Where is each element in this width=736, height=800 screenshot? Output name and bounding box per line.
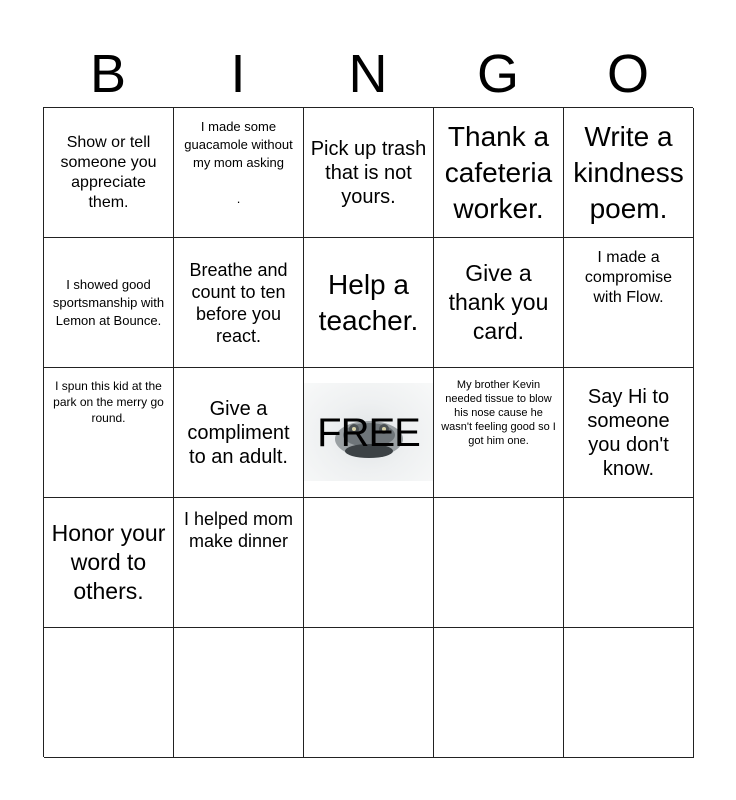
cell-text: I made some guacamole without my mom asking . xyxy=(184,119,293,206)
bingo-cell-empty[interactable] xyxy=(44,628,174,758)
header-letter-g: G xyxy=(476,44,519,104)
cell-text: Thank a cafeteria worker. xyxy=(444,120,553,224)
bingo-cell-empty[interactable] xyxy=(564,498,694,628)
cell-text: I spun this kid at the park on the merry go round. xyxy=(53,379,164,425)
bingo-cell[interactable] xyxy=(44,498,174,628)
bingo-cell[interactable] xyxy=(44,238,174,368)
cell-text: Give a compliment to an adult. xyxy=(187,397,290,468)
bingo-cell[interactable] xyxy=(174,108,304,238)
bingo-board xyxy=(43,107,693,757)
bingo-cell[interactable] xyxy=(564,108,694,238)
bingo-cell[interactable] xyxy=(44,108,174,238)
cell-text: Breathe and count to ten before you react. xyxy=(189,259,288,346)
bingo-cell[interactable] xyxy=(44,368,174,498)
cell-text: Honor your word to others. xyxy=(51,520,166,604)
cell-text: Give a thank you card. xyxy=(448,260,549,344)
bingo-cell[interactable] xyxy=(304,108,434,238)
header-letter-o: O xyxy=(606,44,649,104)
header-letter-i: I xyxy=(230,44,246,104)
cell-text: I made a compromise with Flow. xyxy=(584,249,673,306)
cell-text: I helped mom make dinner xyxy=(183,509,294,551)
bingo-cell-empty[interactable] xyxy=(304,628,434,758)
cell-text: My brother Kevin needed tissue to blow his nose cause he wasn't feeling good so I got him one. xyxy=(441,379,556,447)
cell-text: Write a kindness poem. xyxy=(573,120,684,224)
cell-text: I showed good sportsmanship with Lemon at Bounce. xyxy=(52,276,165,328)
bingo-cell[interactable] xyxy=(434,238,564,368)
bingo-cell-empty[interactable] xyxy=(564,628,694,758)
free-space-cell[interactable] xyxy=(304,368,434,498)
bingo-cell-empty[interactable] xyxy=(434,498,564,628)
bingo-cell[interactable] xyxy=(434,368,564,498)
bingo-cell[interactable] xyxy=(564,368,694,498)
bingo-cell[interactable] xyxy=(304,238,434,368)
cell-text: Pick up trash that is not yours. xyxy=(310,137,427,208)
free-space-label: FREE xyxy=(317,410,420,455)
header-letter-b: B xyxy=(89,44,127,104)
header-letter-n: N xyxy=(348,44,388,104)
bingo-cell-empty[interactable] xyxy=(434,628,564,758)
bingo-cell[interactable] xyxy=(434,108,564,238)
bingo-cell[interactable] xyxy=(174,368,304,498)
cell-text: Say Hi to someone you don't know. xyxy=(587,385,670,480)
bingo-cell[interactable] xyxy=(564,238,694,368)
cell-text: Help a teacher. xyxy=(318,268,419,336)
bingo-header xyxy=(43,44,693,104)
cell-text: Show or tell someone you appreciate them. xyxy=(60,133,157,211)
bingo-cell[interactable] xyxy=(174,238,304,368)
bingo-cell-empty[interactable] xyxy=(174,628,304,758)
bingo-cell-empty[interactable] xyxy=(304,498,434,628)
bingo-cell[interactable] xyxy=(174,498,304,628)
